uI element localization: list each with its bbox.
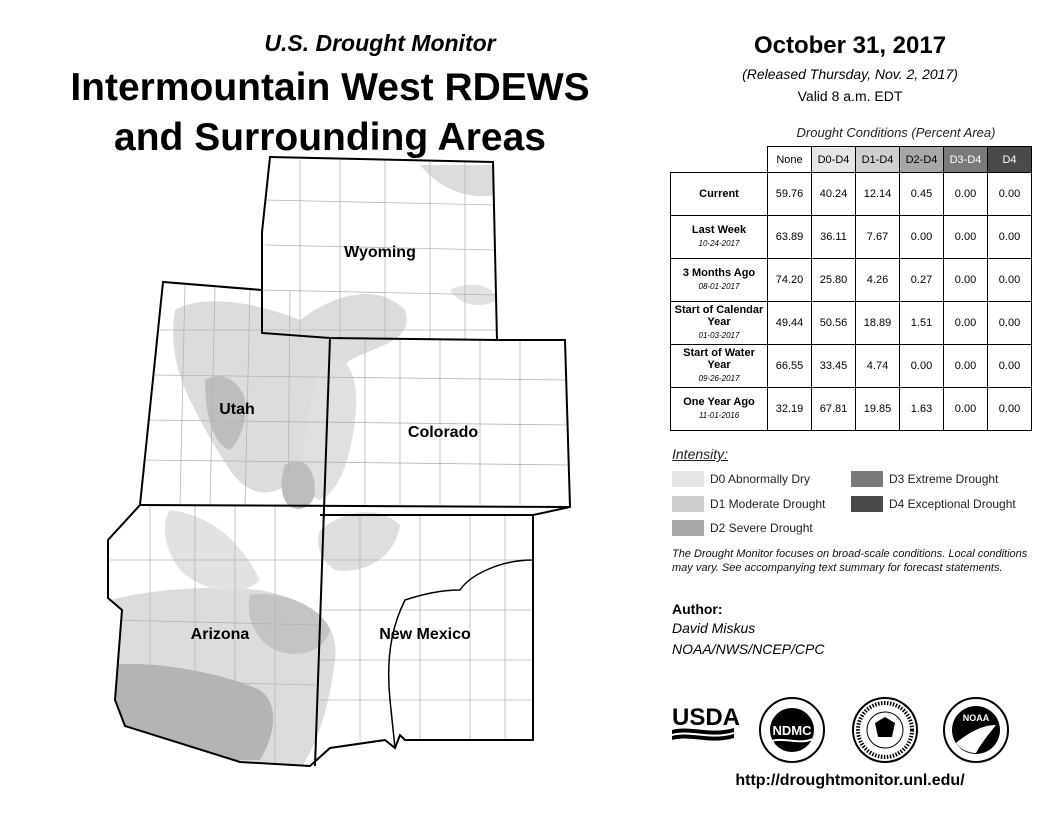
column-header-d0-d4: D0-D4 <box>812 147 856 173</box>
legend-label: D1 Moderate Drought <box>710 497 826 511</box>
table-cell: 0.00 <box>944 345 988 388</box>
row-label <box>671 173 768 216</box>
table-cell: 49.44 <box>768 302 812 345</box>
legend-label: D0 Abnormally Dry <box>710 472 811 486</box>
usda-logo <box>672 704 740 741</box>
ndmc-logo <box>760 698 824 762</box>
table-cell: 66.55 <box>768 345 812 388</box>
row-label-text: One Year Ago <box>683 396 755 408</box>
drought-conditions-table <box>670 146 1032 431</box>
table-cell: 18.89 <box>856 302 900 345</box>
table-cell: 4.74 <box>856 345 900 388</box>
legend-swatch-d3 <box>851 471 883 487</box>
row-date: 08-01-2017 <box>698 282 740 291</box>
ndmc-logo-text: NDMC <box>772 723 812 738</box>
noaa-logo <box>944 698 1008 762</box>
author-label: Author: <box>672 601 723 617</box>
legend-title: Intensity: <box>672 446 729 462</box>
row-date: 09-26-2017 <box>698 374 740 383</box>
release-date: (Released Thursday, Nov. 2, 2017) <box>742 66 958 82</box>
row-label <box>671 345 768 388</box>
table-cell: 50.56 <box>812 302 856 345</box>
table-cell: 36.11 <box>812 216 856 259</box>
table-cell: 32.19 <box>768 388 812 431</box>
table-row <box>671 388 1032 431</box>
table-cell: 33.45 <box>812 345 856 388</box>
noaa-logo-text: NOAA <box>962 713 990 723</box>
row-label <box>671 302 768 345</box>
table-cell: 4.26 <box>856 259 900 302</box>
legend-label: D4 Exceptional Drought <box>889 497 1016 511</box>
legend-label: D2 Severe Drought <box>710 521 813 535</box>
table-cell: 25.80 <box>812 259 856 302</box>
state-label-utah: Utah <box>219 401 255 418</box>
table-cell: 0.00 <box>988 259 1032 302</box>
table-cell: 0.00 <box>988 173 1032 216</box>
table-cell: 0.00 <box>900 216 944 259</box>
map-title-line1: Intermountain West RDEWS <box>70 66 590 109</box>
table-cell: 1.63 <box>900 388 944 431</box>
table-cell: 59.76 <box>768 173 812 216</box>
table-cell: 0.45 <box>900 173 944 216</box>
table-cell: 40.24 <box>812 173 856 216</box>
table-cell: 0.00 <box>988 345 1032 388</box>
table-row <box>671 302 1032 345</box>
table-cell: 0.00 <box>988 388 1032 431</box>
table-title: Drought Conditions (Percent Area) <box>796 125 996 140</box>
row-date: 01-03-2017 <box>698 331 740 340</box>
table-cell: 0.00 <box>988 302 1032 345</box>
map-title-line2: and Surrounding Areas <box>114 116 546 159</box>
legend-swatch-d4 <box>851 496 883 512</box>
legend-item-d1 <box>672 496 825 512</box>
table-cell: 0.00 <box>944 388 988 431</box>
table-cell: 0.00 <box>900 345 944 388</box>
column-header-d3-d4: D3-D4 <box>944 147 988 173</box>
row-label <box>671 259 768 302</box>
website-url[interactable]: http://droughtmonitor.unl.edu/ <box>735 772 965 789</box>
state-label-new-mexico: New Mexico <box>379 626 471 643</box>
table-cell: 0.00 <box>944 259 988 302</box>
table-cell: 0.27 <box>900 259 944 302</box>
column-header-d1-d4: D1-D4 <box>856 147 900 173</box>
row-label-text: Current <box>699 188 739 200</box>
column-header-d4: D4 <box>988 147 1032 173</box>
row-label-text: Start of Calendar Year <box>674 304 764 328</box>
table-cell: 7.67 <box>856 216 900 259</box>
table-cell: 0.00 <box>944 302 988 345</box>
legend-swatch-d1 <box>672 496 704 512</box>
row-label-text: Last Week <box>691 224 747 236</box>
row-label-text: 3 Months Ago <box>682 267 756 279</box>
author-name: David Miskus <box>672 620 756 636</box>
row-date: 10-24-2017 <box>698 239 740 248</box>
table-cell: 19.85 <box>856 388 900 431</box>
row-label-text: Start of Water Year <box>683 347 755 371</box>
table-cell: 12.14 <box>856 173 900 216</box>
table-cell: 63.89 <box>768 216 812 259</box>
table-corner <box>671 147 768 173</box>
table-header-row <box>671 147 1032 173</box>
state-label-colorado: Colorado <box>407 424 479 441</box>
legend-item-d3 <box>851 471 998 487</box>
legend-item-d2 <box>672 520 813 536</box>
commerce-seal-logo <box>853 698 917 762</box>
legend-label: D3 Extreme Drought <box>889 472 999 486</box>
author-org: NOAA/NWS/NCEP/CPC <box>672 641 825 657</box>
row-label <box>671 388 768 431</box>
column-header-d2-d4: D2-D4 <box>900 147 944 173</box>
legend-item-d4 <box>851 496 1016 512</box>
report-date: October 31, 2017 <box>753 32 947 59</box>
state-label-wyoming: Wyoming <box>344 244 416 261</box>
usda-logo-text: USDA <box>672 704 741 731</box>
legend-swatch-d2 <box>672 520 704 536</box>
legend-swatch-d0 <box>672 471 704 487</box>
table-row <box>671 216 1032 259</box>
table-cell: 74.20 <box>768 259 812 302</box>
table-row <box>671 259 1032 302</box>
valid-time: Valid 8 a.m. EDT <box>797 88 903 104</box>
table-cell: 0.00 <box>944 216 988 259</box>
column-header-none: None <box>768 147 812 173</box>
row-date: 11-01-2016 <box>698 411 740 420</box>
table-cell: 1.51 <box>900 302 944 345</box>
table-cell: 67.81 <box>812 388 856 431</box>
drought-map <box>0 150 600 780</box>
legend-item-d0 <box>672 471 810 487</box>
table-row <box>671 345 1032 388</box>
table-row <box>671 173 1032 216</box>
row-label <box>671 216 768 259</box>
table-cell: 0.00 <box>944 173 988 216</box>
agency-logos <box>670 695 1020 765</box>
disclaimer-note: The Drought Monitor focuses on broad-scale conditions. Local conditions may vary. See accompanying text summary for forecast statements. <box>672 548 1028 574</box>
table-cell: 0.00 <box>988 216 1032 259</box>
map-subtitle: U.S. Drought Monitor <box>264 30 496 56</box>
state-label-arizona: Arizona <box>190 626 250 643</box>
